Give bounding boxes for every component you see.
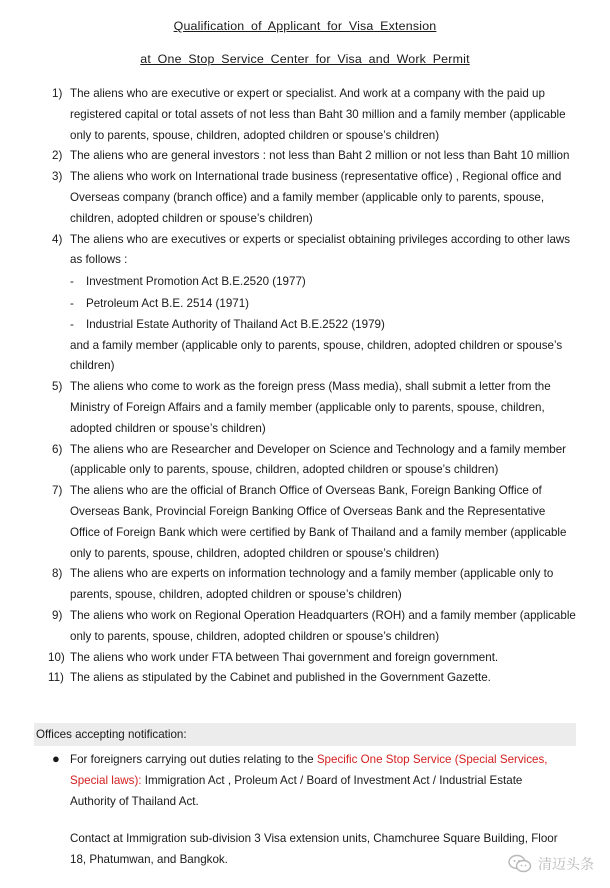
bullet-rest-text: Immigration Act , Proleum Act / Board of Investment Act / Industrial Estate Authority of Thailand Act. [70,773,523,808]
list-item [52,481,576,564]
item-4-continuation: and a family member (applicable only to parents, spouse, children, adopted children or spouse’s children) [70,338,563,373]
watermark [508,854,594,874]
item-text: The aliens who are Researcher and Developer on Science and Technology and a family member (applicable only to parents, spouse, children, adopted children or spouse’s children) [70,442,567,477]
list-item [52,146,576,167]
item-text: The aliens as stipulated by the Cabinet and published in the Government Gazette. [70,671,491,685]
sub-item [52,293,576,315]
qualification-list [48,84,576,689]
item-number: 1) [52,87,63,100]
sub-item-text: Petroleum Act B.E. 2514 (1971) [86,296,250,310]
item-text: The aliens who are the official of Branch Office of Overseas Bank, Foreign Banking Office of Overseas Bank, Provincial Foreign Banking Office of Overseas Bank and the Representative Office of Foreign Bank which were certified by Bank of Thailand and a family member (applicable only to parents, spouse, children, adopted children or spouse’s children) [70,484,567,560]
item-number: 10) [48,650,65,664]
list-item [48,668,576,689]
item-text: The aliens who work under FTA between Thai government and foreign government. [70,650,499,664]
title-line-2: at One Stop Service Center for Visa and Work Permit [140,52,470,66]
item-number: 2) [52,149,63,163]
sub-item-text: Investment Promotion Act B.E.2520 (1977) [86,275,306,289]
sub-item-text: Industrial Estate Authority of Thailand Act B.E.2522 (1979) [86,318,385,332]
bullet-lead-text: For foreigners carrying out duties relating to the [70,753,317,766]
dash-marker: - [70,318,74,332]
list-item [52,167,576,229]
list-item [52,564,576,606]
item-number: 7) [52,484,63,498]
sub-item [52,314,576,336]
item-number: 5) [52,380,63,394]
item-number: 6) [52,442,63,456]
offices-heading: Offices accepting notification: [34,723,576,746]
list-item [48,648,576,669]
list-item [52,377,576,439]
list-item [52,606,576,648]
watermark-text: 清迈头条 [538,856,594,872]
item-text: The aliens who are general investors : not less than Baht 2 million or not less than Baht 10 million [70,149,570,163]
item-text: The aliens who come to work as the foreign press (Mass media), shall submit a letter from the Ministry of Foreign Affairs and a family member (applicable only to parents, spouse, children, adopted children or spouse’s children) [70,380,551,435]
item-number: 4) [52,232,63,246]
item-text: The aliens who are experts on information technology and a family member (applicable only to parents, spouse, children, adopted children or spouse’s children) [70,567,554,602]
contact-text: Contact at Immigration sub-division 3 Visa extension units, Chamchuree Square Building, Floor 18, Phatumwan, and Bangkok. [70,832,558,866]
offices-bullet-text [52,750,562,812]
item-number: 8) [52,567,63,581]
wechat-icon [508,854,532,874]
item-text: The aliens who are executive or expert or specialist. And work at a company with the paid up registered capital or total assets of not less than Baht 30 million and a family member (applicable only to parents, spouse, children, adopted children or spouse’s children) [70,87,566,142]
item-number: 11) [48,671,64,685]
item-text: The aliens who work on International trade business (representative office) , Regional office and Overseas company (branch office) and a family member (applicable only to parents, spouse, children, adopted children or spouse’s children) [70,170,562,225]
sub-item [52,271,576,293]
item-number: 9) [52,609,63,623]
list-item [52,440,576,482]
list-item [52,84,576,146]
list-item [52,230,576,272]
offices-bullet-item [52,750,562,812]
item-number: 3) [52,170,63,184]
title-line-1: Qualification of Applicant for Visa Extension [173,19,437,33]
bullet-icon: ● [52,751,60,766]
item-text: The aliens who are executives or experts or specialist obtaining privileges according to other laws as follows : [70,232,571,267]
dash-marker: - [70,296,74,310]
highlighted-service-text: Specific One Stop Service (Special Services, Special laws): [70,753,548,787]
dash-marker: - [70,275,74,289]
item-text: The aliens who work on Regional Operation Headquarters (ROH) and a family member (applicable only to parents, spouse, children, adopted children or spouse’s children) [70,609,576,643]
